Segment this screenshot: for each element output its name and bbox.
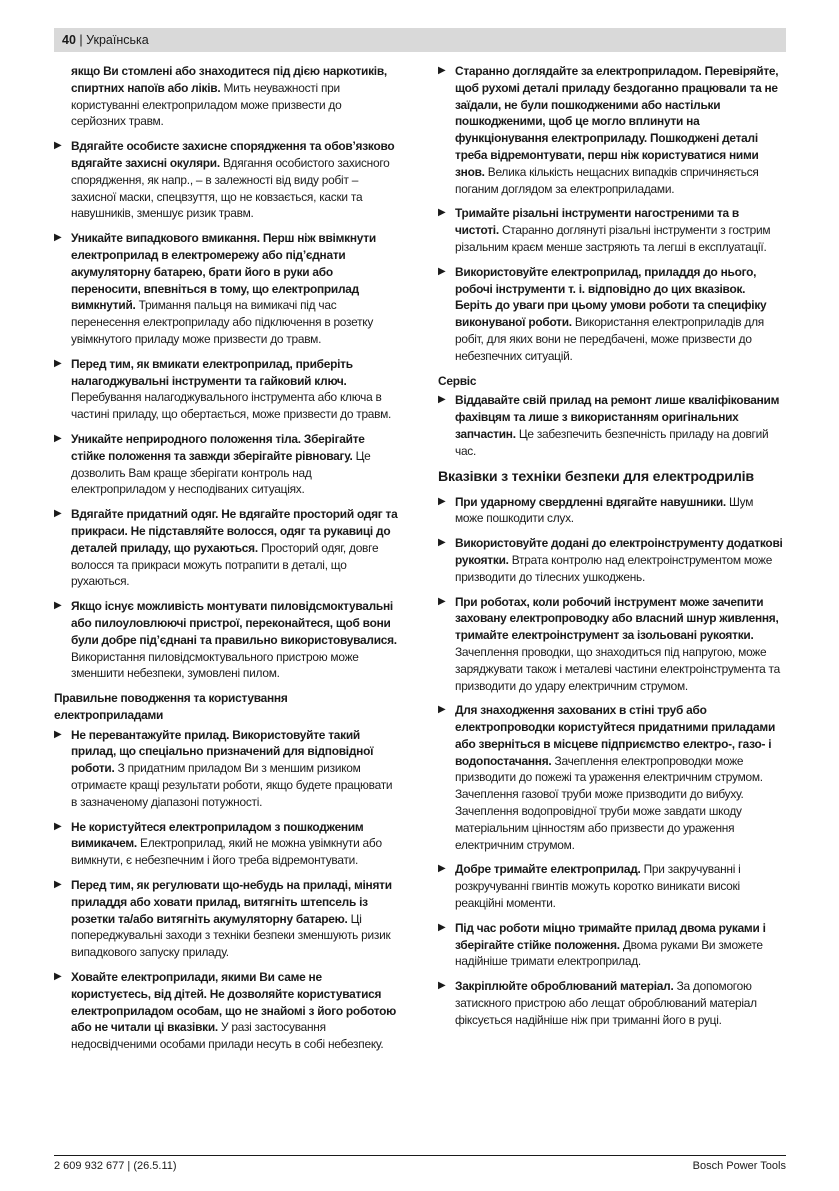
left-items2-list — [54, 727, 399, 1053]
item-bold-text: Для знаходження захованих в стіні труб або електропроводки користуйтеся придатними приладами або зверніться в місцеве підприємство електро-, газо- і водопостачання. — [455, 703, 776, 768]
bullet-triangle-icon: ▶ — [54, 508, 62, 520]
list-item — [54, 727, 399, 811]
item-text: Зачеплення електропроводки може призводити до пожежі та ураження електричним струмом. Зачеплення газової труби може призводити до вибуху. Зачеплення водопровідної труби може завдати шкоду матеріальним цінностям або призвести до ураження електричним струмом. — [455, 753, 763, 852]
item-text: Перебування налагоджувального інструмента або ключа в частині приладу, що обертається, може призвести до травм. — [71, 390, 392, 422]
service-heading: Сервіс — [438, 373, 477, 388]
bullet-triangle-icon: ▶ — [54, 140, 62, 152]
item-bold-text: Уникайте випадкового вмикання. Перш ніж ввімкнути електроприлад в електромережу або під’єднати акумуляторну батарею, брати його в руки або переносити, впевніться в тому, що електроприлад вимкнутий. — [71, 231, 376, 313]
left-items-list — [54, 138, 399, 682]
bullet-triangle-icon: ▶ — [438, 863, 446, 875]
item-text: Ці попереджувальні заходи з техніки безпеки зменшують ризик випадкового запуску приладу. — [71, 911, 391, 960]
item-bold-text: Ховайте електроприлади, якими Ви саме не користуєтесь, від дітей. Не дозволяйте користуватися електроприладом особам, що не знайомі з його роботою або не читали ці вказівки. — [71, 970, 397, 1035]
list-item — [54, 506, 399, 590]
bullet-triangle-icon: ▶ — [438, 921, 446, 933]
item-bold-text: При ударному свердленні вдягайте навушники. — [455, 494, 726, 509]
bullet-triangle-icon: ▶ — [438, 595, 446, 607]
service-items-list — [438, 392, 783, 459]
item-text: Використання електроприладів для робіт, для яких вони не передбачені, може призвести до небезпечних ситуацій. — [455, 315, 764, 363]
item-bold-text: Використовуйте додані до електроінструменту додаткові рукоятки. — [455, 536, 783, 567]
item-bold-text: Вдягайте придатний одяг. Не вдягайте просторий одяг та прикраси. Не підставляйте волосся, одяг та рукавиці до деталей приладу, що рухаються. — [71, 507, 398, 555]
bullet-triangle-icon: ▶ — [54, 600, 62, 612]
item-bold-text: При роботах, коли робочий інструмент може зачепити заховану електропроводку або власний шнур живлення, тримайте електроінструмент за ізольовані рукоятки. — [455, 594, 779, 643]
item-text: Вдягання особистого захисного спорядження, як напр., – в залежності від виду робіт – захисної маски, спецвзуття, що не ковзається, каски та навушників, зменшує ризик травм. — [71, 155, 390, 221]
item-text: Використання пиловідсмоктувального пристрою може зменшити небезпеки, зумовлені пилом. — [71, 649, 359, 681]
item-bold-text: Тримайте різальні інструменти нагостреними та в чистоті. — [455, 206, 739, 238]
bullet-triangle-icon: ▶ — [54, 820, 62, 832]
page-header — [62, 31, 149, 49]
footer-divider — [54, 1155, 786, 1156]
bullet-triangle-icon: ▶ — [54, 232, 62, 244]
header-separator: | — [75, 33, 87, 47]
subheading-usage: Правильне поводження та користування електроприладами — [54, 691, 288, 722]
item-bold-text: Добре тримайте електроприлад. — [455, 862, 641, 877]
item-text: Зачеплення проводки, що знаходиться під напругою, може заряджувати також і металеві частини електроінструмента та призводити до удару електричним струмом. — [455, 644, 780, 693]
list-item — [438, 920, 783, 970]
item-text: Велика кількість нещасних випадків спричиняється поганим доглядом за електроприладами. — [455, 164, 759, 196]
bullet-triangle-icon: ▶ — [438, 495, 446, 507]
item-text: За допомогою затискного пристрою або лещат оброблюваний матеріал фіксується надійніше ніж при триманні його в руці. — [455, 979, 757, 1027]
item-bold-text: Вдягайте особисте захисне спорядження та обов’язково вдягайте захисні окуляри. — [71, 139, 395, 170]
item-bold-text: Перед тим, як вмикати електроприлад, приберіть налагоджувальні інструменти та гайковий ключ. — [71, 356, 353, 388]
list-item — [438, 861, 783, 911]
list-item — [438, 205, 783, 255]
item-text: У разі застосування недосвідченими особами прилади несуть в собі небезпеку. — [71, 1020, 384, 1052]
list-item — [438, 494, 783, 528]
item-text: Двома руками Ви зможете надійніше тримати електроприлад. — [455, 937, 763, 969]
item-text: З придатним приладом Ви з меншим ризиком отримаєте кращі результати роботи, якщо будете працювати в зазначеному діапазоні потужності. — [71, 761, 393, 809]
list-item — [54, 819, 399, 869]
item-bold-text: Якщо існує можливість монтувати пиловідсмоктувальні або пилоуловлюючі пристрої, переконайтеся, щоб вони були добре під’єднані та правильно використовувалися. — [71, 599, 397, 647]
right-column — [438, 63, 783, 1037]
item-text: Шум може пошкодити слух. — [455, 494, 754, 526]
item-bold-text: Не користуйтеся електроприладом з пошкодженим вимикачем. — [71, 819, 364, 851]
bullet-triangle-icon: ▶ — [54, 728, 62, 740]
bullet-triangle-icon: ▶ — [438, 207, 446, 219]
right-items-list — [438, 63, 783, 365]
item-text: Старанно доглянуті різальні інструменти з гострим різальним краєм менше застряють та легші в експлуатації. — [455, 223, 771, 254]
item-bold-text: якщо Ви стомлені або знаходитеся під дією наркотиків, спиртних напоїв або ліків. — [71, 64, 387, 95]
item-text: Електроприлад, який не можна увімкнути або вимкнути, є небезпечним і його треба відремонтувати. — [71, 836, 382, 868]
item-bold-text: Не перевантажуйте прилад. Використовуйте такий прилад, що спеціально призначений для відповідної роботи. — [71, 727, 374, 776]
bullet-triangle-icon: ▶ — [54, 879, 62, 891]
item-bold-text: Уникайте неприродного положення тіла. Зберігайте стійке положення та завжди зберігайте рівновагу. — [71, 431, 365, 463]
bullet-triangle-icon: ▶ — [54, 971, 62, 983]
footer-brand: Bosch Power Tools — [692, 1160, 786, 1172]
bullet-triangle-icon: ▶ — [54, 432, 62, 444]
item-bold-text: Використовуйте електроприлад, приладдя до нього, робочі інструменти т. і. відповідно до цих вказівок. Беріть до уваги при цьому умови роботи та специфіку виконуваної роботи. — [455, 264, 767, 330]
list-item — [438, 702, 783, 853]
header-bar — [54, 28, 786, 52]
list-item — [54, 356, 399, 423]
bullet-triangle-icon: ▶ — [438, 537, 446, 549]
bullet-triangle-icon: ▶ — [54, 357, 62, 369]
item-bold-text: Віддавайте свій прилад на ремонт лише кваліфікованим фахівцям та лише з використанням оригінальних запчастин. — [455, 393, 780, 441]
list-item — [438, 978, 783, 1028]
list-item — [54, 63, 399, 130]
footer-doc-code: 2 609 932 677 | (26.5.11) — [54, 1160, 177, 1172]
list-item — [438, 264, 783, 365]
item-text: Це дозволить Вам краще зберігати контроль над електроприладом у несподіваних ситуаціях. — [71, 448, 371, 497]
left-column — [54, 63, 399, 1061]
item-text: Це забезпечить безпечність приладу на довгий час. — [455, 426, 769, 458]
header-language: Українська — [86, 33, 149, 47]
list-item — [438, 392, 783, 459]
list-item — [54, 969, 399, 1053]
bullet-triangle-icon: ▶ — [438, 65, 446, 76]
section-title-drills: Вказівки з техніки безпеки для електродрилів — [438, 468, 754, 485]
item-bold-text: Старанно доглядайте за електроприладом. Перевіряйте, щоб рухомі деталі приладу бездоганно працювали та не заїдали, не були пошкодженими або настільки пошкодженими, щоб це могло вплинути на функціонування електроприладу. Пошкоджені деталі треба відремонтувати, перш ніж користуватися ними знов. — [455, 64, 779, 179]
list-item — [54, 598, 399, 682]
bullet-triangle-icon: ▶ — [438, 265, 446, 277]
list-item — [54, 877, 399, 961]
page-number: 40 — [62, 33, 76, 47]
bullet-triangle-icon: ▶ — [438, 704, 446, 716]
item-text: Втрата контролю над електроінструментом може призводити до тілесних ушкоджень. — [455, 552, 773, 584]
item-bold-text: Закріплюйте оброблюваний матеріал. — [455, 979, 674, 994]
item-text: При закручуванні і розкручуванні гвинтів можуть коротко виникати високі реакційні моменти. — [455, 862, 741, 911]
item-text: Просторий одяг, довге волосся та прикраси можуть потрапити в деталі, що рухаються. — [71, 540, 379, 589]
list-item — [438, 594, 783, 695]
bullet-triangle-icon: ▶ — [438, 394, 446, 406]
bullet-triangle-icon: ▶ — [438, 980, 446, 992]
item-bold-text: Перед тим, як регулювати що-небудь на приладі, міняти приладдя або ховати прилад, витягніть штепсель із розетки та/або витягніть акумуляторну батарею. — [71, 878, 392, 926]
item-text: Мить неуважності при користуванні електроприладом може призвести до серйозних травм. — [71, 80, 342, 129]
list-item — [54, 230, 399, 348]
list-item — [438, 535, 783, 585]
list-item — [54, 431, 399, 498]
item-bold-text: Під час роботи міцно тримайте прилад двома руками і зберігайте стійке положення. — [455, 920, 766, 952]
list-item — [438, 63, 783, 197]
item-text: Тримання пальця на вимикачі під час перенесення електроприладу або підключення в розетку увімкнутого приладу може призвести до травм. — [71, 298, 374, 346]
list-item — [54, 138, 399, 222]
drill-items-list — [438, 494, 783, 1029]
